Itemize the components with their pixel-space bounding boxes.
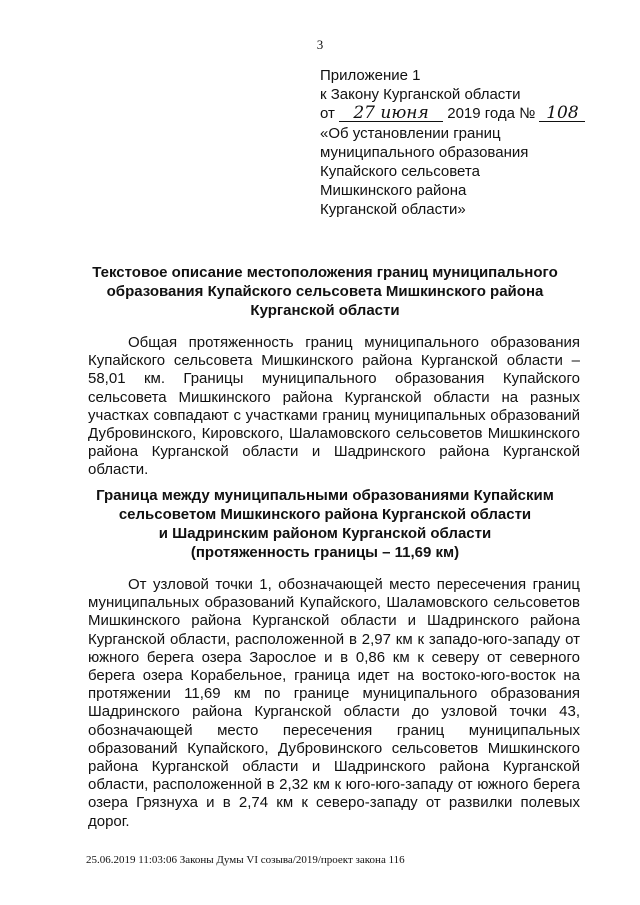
appendix-header bbox=[320, 66, 620, 220]
page-number: 3 bbox=[316, 37, 324, 52]
paragraph-boundary bbox=[88, 576, 580, 831]
heading-line: Курганской области bbox=[250, 302, 400, 319]
heading-line: и Шадринским районом Курганской области bbox=[158, 525, 492, 542]
handwritten-date: 27 июня bbox=[339, 105, 443, 122]
appendix-title-line: «Об установлении границ bbox=[320, 124, 501, 142]
appendix-line-2: к Закону Курганской области bbox=[320, 86, 521, 104]
date-prefix: от bbox=[320, 105, 335, 123]
heading-line: Граница между муниципальными образованиями Купайским bbox=[96, 487, 554, 504]
appendix-title-line: муниципального образования bbox=[320, 143, 529, 161]
heading-line: образования Купайского сельсовета Мишкинского района bbox=[106, 283, 544, 300]
year-text: 2019 года № bbox=[447, 105, 536, 123]
handwritten-number: 108 bbox=[539, 105, 585, 122]
appendix-title-line: Мишкинского района bbox=[320, 182, 467, 200]
paragraph-general-text: Общая протяженность границ муниципального образования Купайского сельсовета Мишкинского района Курганской области – 58,01 км. Границы муниципального образования Купайского сельсовета Мишкинского района Курганской области на разных участках совпадают с участками границ муниципальных образований Дубровинского, Кировского, Шаламовского сельсоветов Мишкинского района Курганской области и Шадринского района Курганской области. bbox=[88, 334, 580, 479]
heading-line: (протяженность границы – 11,69 км) bbox=[190, 544, 460, 561]
section-heading-general bbox=[60, 263, 590, 320]
appendix-date-line bbox=[320, 104, 620, 123]
document-footer: 25.06.2019 11:03:06 Законы Думы VI созыва/2019/проект закона 116 bbox=[86, 854, 405, 866]
paragraph-boundary-text: От узловой точки 1, обозначающей место пересечения границ муниципальных образований Купайского, Шаламовского сельсоветов Мишкинского района Курганской области и Шадринского района Курганской области, расположенной в 2,97 км к западо-юго-западу от южного берега озера Зарослое и в 0,86 км к северу от северного берега озера Корабельное, граница идет на востоко-юго-восток на протяжении 11,69 км по границе муниципального образования Шадринского района Курганской области до узловой точки 43, обозначающей место пересечения границ муниципальных образований Купайского, Дубровинского сельсоветов Мишкинского района Курганской области и Шадринского района Курганской области, расположенной в 2,32 км к юго-юго-западу от южного берега озера Грязнуха и в 2,74 км к северо-западу от развилки полевых дорог. bbox=[88, 576, 580, 830]
appendix-title-line: Курганской области» bbox=[320, 201, 466, 219]
heading-line: Текстовое описание местоположения границ муниципального bbox=[92, 264, 558, 281]
heading-line: сельсоветом Мишкинского района Курганской области bbox=[118, 506, 532, 523]
appendix-title-line: Купайского сельсовета bbox=[320, 163, 480, 181]
paragraph-general bbox=[88, 334, 580, 480]
appendix-line-1: Приложение 1 bbox=[320, 67, 421, 84]
section-heading-boundary bbox=[60, 486, 590, 562]
